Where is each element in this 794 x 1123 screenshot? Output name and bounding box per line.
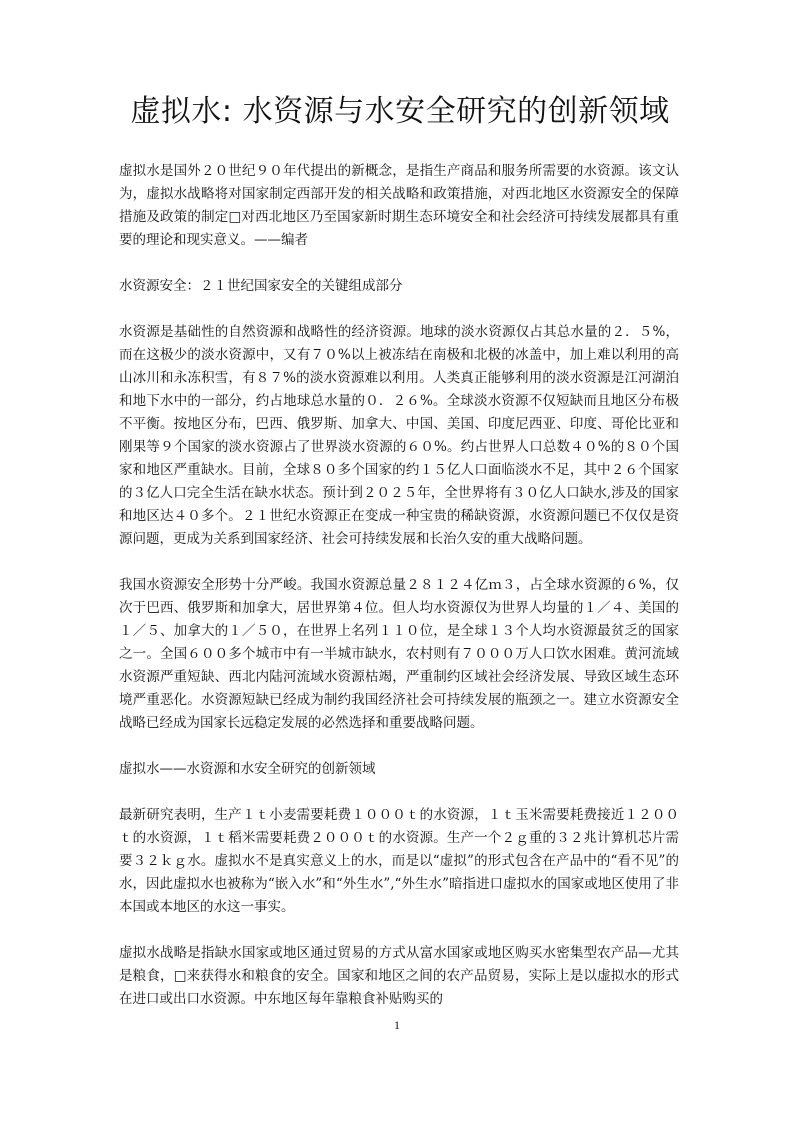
page-number: 1 bbox=[394, 1018, 400, 1032]
paragraph-global-water-resources: 水资源是基础性的自然资源和战略性的经济资源。地球的淡水资源仅占其总水量的２．５%，而在这极少的淡水资源中，又有７０%以上被冻结在南极和北极的冰盖中，加上难以利用的高山冰川和永冻积雪，有８７%的淡水资源难以利用。人类真正能够利用的淡水资源是江河湖泊和地下水中的一部分，约占地球总水量的０．２６%。全球淡水资源不仅短缺而且地区分布极不平衡。按地区分布，巴西、俄罗斯、加拿大、中国、美国、印度尼西亚、印度、哥伦比亚和刚果等９个国家的淡水资源占了世界淡水资源的６０%。约占世界人口总数４０%的８０个国家和地区严重缺水。目前，全球８０多个国家的约１５亿人口面临淡水不足，其中２６个国家的３亿人口完全生活在缺水状态。预计到２０２５年，全世界将有３０亿人口缺水,涉及的国家和地区达４０多个。２１世纪水资源正在变成一种宝贵的稀缺资源，水资源问题已不仅仅是资源问题，更成为关系到国家经济、社会可持续发展和长治久安的重大战略问题。 bbox=[119, 324, 679, 547]
paragraph-china-water-security: 我国水资源安全形势十分严峻。我国水资源总量２８１２４亿ｍ３，占全球水资源的６%，仅次于巴西、俄罗斯和加拿大，居世界第４位。但人均水资源仅为世界人均量的１／４、美国的１／５、加拿大的１／５０，在世界上名列１１０位，是全球１３个人均水资源最贫乏的国家之一。全国６００多个城市中有一半城市缺水，农村则有７０００万人口饮水困难。黄河流域水资源严重短缺、西北内陆河流域水资源枯竭，严重制约区域社会经济发展、导致区域生态环境严重恶化。水资源短缺已经成为制约我国经济社会可持续发展的瓶颈之一。建立水资源安全战略已经成为国家长远稳定发展的必然选择和重要战略问题。 bbox=[119, 577, 679, 731]
paragraph-virtual-water-strategy: 虚拟水战略是指缺水国家或地区通过贸易的方式从富水国家或地区购买水密集型农产品—尤其是粮食，□来获得水和粮食的安全。国家和地区之间的农产品贸易，实际上是以虚拟水的形式在进口或出口水资源。中东地区每年靠粮食补贴购买的 bbox=[119, 945, 679, 1007]
section-heading-water-security: 水资源安全：２１世纪国家安全的关键组成部分 bbox=[119, 278, 403, 294]
paragraph-virtual-water-research: 最新研究表明，生产１ｔ小麦需要耗费１０００ｔ的水资源，１ｔ玉米需要耗费接近１２００ｔ的水资源，１ｔ稻米需要耗费２０００ｔ的水资源。生产一个２ｇ重的３２兆计算机芯片需要３２ｋｇ水。虚拟水不是真实意义上的水，而是以“虚拟”的形式包含在产品中的“看不见”的水，因此虚拟水也被称为“嵌入水”和“外生水”,“外生水”暗指进口虚拟水的国家或地区使用了非本国或本地区的水这一事实。 bbox=[119, 807, 679, 915]
paragraph-editor-note: 虚拟水是国外２０世纪９０年代提出的新概念，是指生产商品和服务所需要的水资源。该文认为，虚拟水战略将对国家制定西部开发的相关战略和政策措施，对西北地区水资源安全的保障措施及政策的制定□对西北地区乃至国家新时期生态环境安全和社会经济可持续发展都具有重要的理论和现实意义。——编者 bbox=[119, 163, 679, 248]
document-body bbox=[119, 160, 679, 1034]
section-heading-virtual-water: 虚拟水——水资源和水安全研究的创新领域 bbox=[119, 761, 376, 777]
document-title: 虚拟水: 水资源与水安全研究的创新领域 bbox=[130, 94, 670, 129]
